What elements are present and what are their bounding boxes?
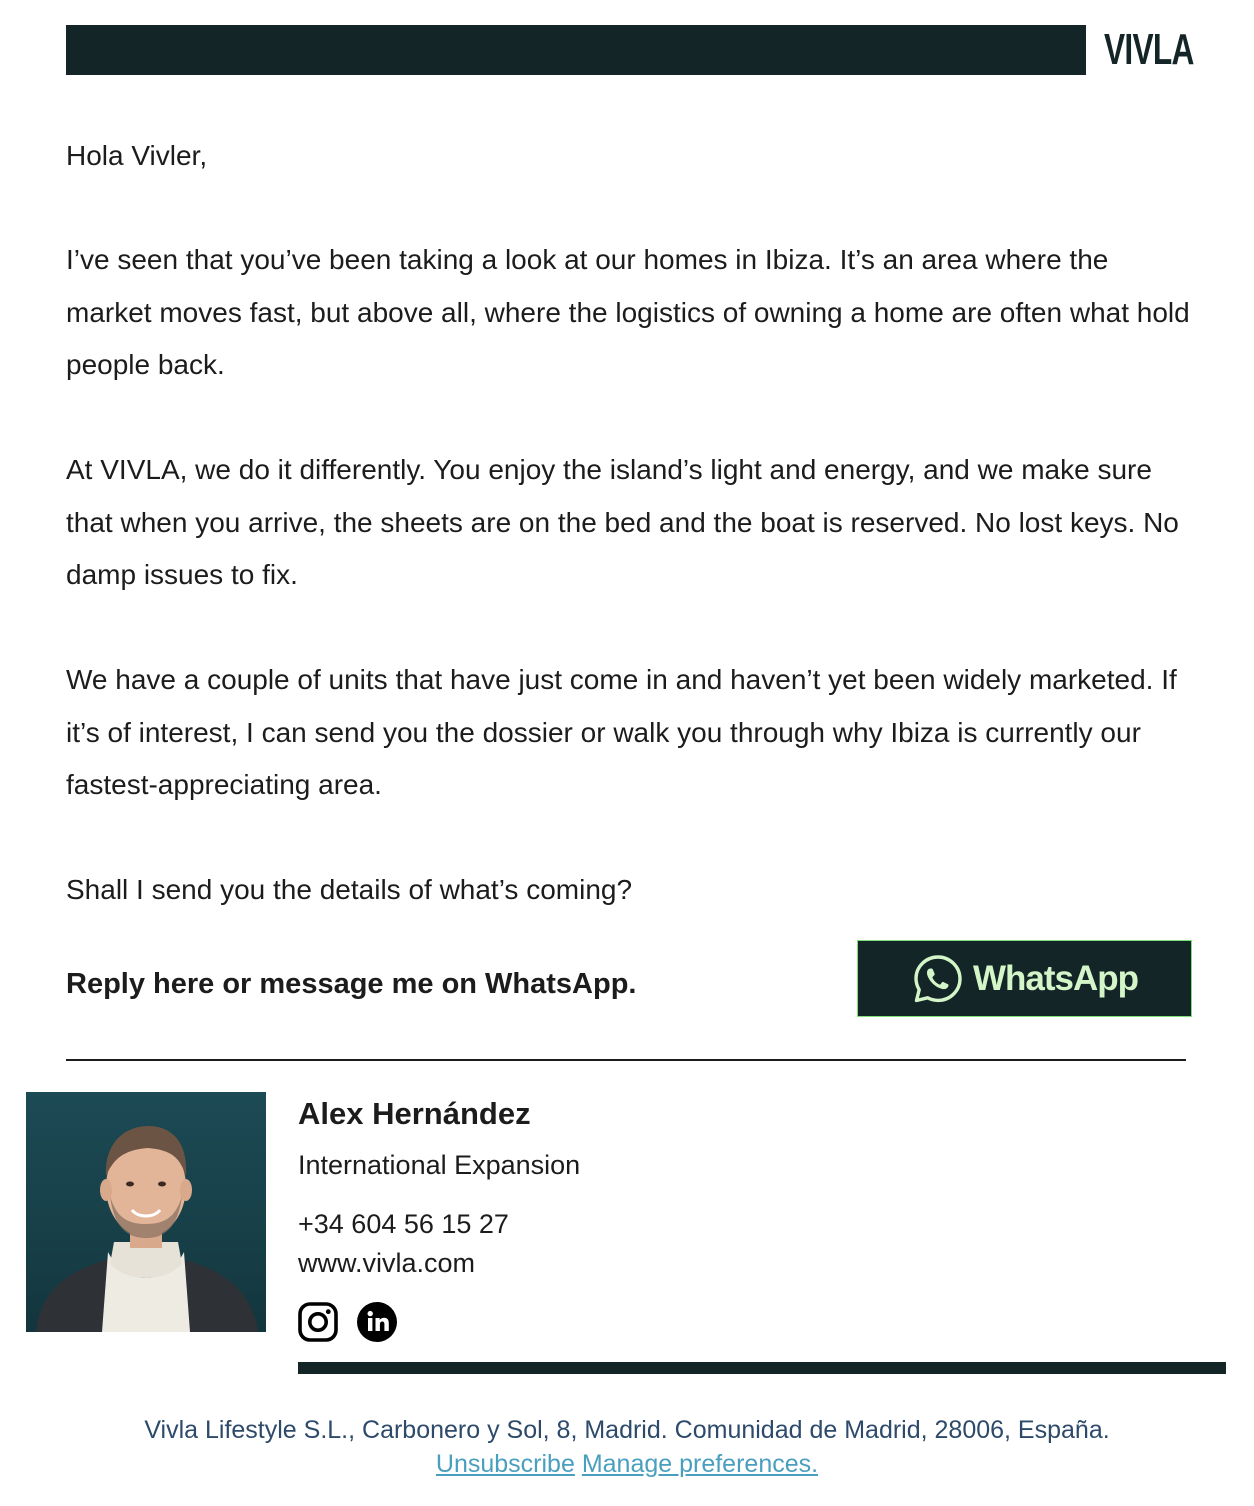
avatar-portrait bbox=[26, 1092, 266, 1332]
body-paragraph-1: I’ve seen that you’ve been taking a look at our homes in Ibiza. It’s an area where the market moves fast, but above all, where the logistics of owning a home are often what hold people back. bbox=[66, 244, 1190, 380]
footer-links bbox=[0, 1446, 1254, 1482]
whatsapp-button-label: WhatsApp bbox=[972, 958, 1139, 998]
body-paragraph-2: At VIVLA, we do it differently. You enjoy the island’s light and energy, and we make sure that when you arrive, the sheets are on the bed and the boat is reserved. No lost keys. No damp issues to fix. bbox=[66, 454, 1179, 590]
footer-address: Vivla Lifestyle S.L., Carbonero y Sol, 8, Madrid. Comunidad de Madrid, 28006, España. bbox=[144, 1416, 1110, 1444]
signature-name: Alex Hernández bbox=[298, 1096, 531, 1131]
divider bbox=[66, 1059, 1186, 1061]
signature-accent-bar bbox=[298, 1362, 1226, 1374]
whatsapp-button[interactable] bbox=[857, 940, 1192, 1017]
manage-preferences-link[interactable]: Manage preferences. bbox=[581, 1450, 819, 1478]
instagram-icon[interactable] bbox=[298, 1302, 338, 1342]
body-paragraph-3: We have a couple of units that have just come in and haven’t yet been widely marketed. If it’s of interest, I can send you the dossier or walk you through why Ibiza is currently our fastest-appreciating area. bbox=[66, 664, 1177, 800]
signature-title: International Expansion bbox=[298, 1150, 581, 1180]
cta-text: Reply here or message me on WhatsApp. bbox=[66, 968, 637, 1000]
unsubscribe-link[interactable]: Unsubscribe bbox=[435, 1450, 575, 1478]
header-bar bbox=[66, 25, 1086, 75]
body-paragraph-4: Shall I send you the details of what’s coming? bbox=[66, 874, 633, 905]
avatar bbox=[26, 1092, 266, 1332]
linkedin-icon[interactable] bbox=[357, 1302, 397, 1342]
greeting: Hola Vivler, bbox=[66, 140, 208, 171]
signature-phone[interactable]: +34 604 56 15 27 bbox=[298, 1209, 509, 1239]
whatsapp-icon bbox=[911, 952, 965, 1006]
brand-logo[interactable]: VIVLA bbox=[1104, 25, 1194, 74]
signature-website-link[interactable]: www.vivla.com bbox=[298, 1248, 476, 1278]
